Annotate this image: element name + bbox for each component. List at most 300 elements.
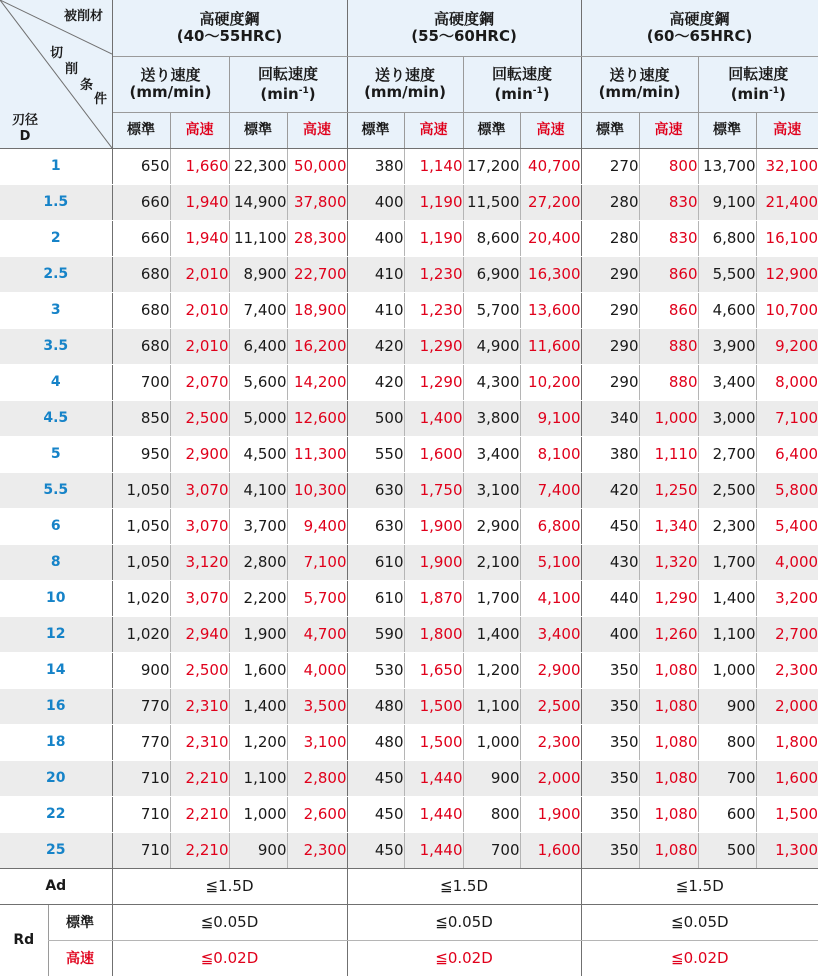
- feed-standard-cell: 590: [347, 616, 404, 652]
- diameter-cell: 25: [0, 832, 112, 868]
- group-name-1: 高硬度鋼: [199, 9, 260, 28]
- feed-high-cell: 1,080: [639, 796, 698, 832]
- rotation-high-cell: 40,700: [520, 148, 581, 184]
- rotation-standard-cell: 3,400: [698, 364, 756, 400]
- rotation-high-cell: 13,600: [520, 292, 581, 328]
- rotation-high-cell: 9,200: [756, 328, 818, 364]
- rotation-speed-unit: [699, 83, 818, 103]
- feed-high-cell: 1,440: [404, 796, 463, 832]
- feed-high-cell: 860: [639, 256, 698, 292]
- table-row: [0, 292, 818, 328]
- table-row: [0, 724, 818, 760]
- rotation-high-cell: 1,300: [756, 832, 818, 868]
- rotation-high-cell: 3,200: [756, 580, 818, 616]
- diameter-cell: 22: [0, 796, 112, 832]
- table-row: [0, 220, 818, 256]
- rotation-standard-cell: 5,000: [229, 400, 287, 436]
- rotation-standard-cell: 3,700: [229, 508, 287, 544]
- feed-high-cell: 1,660: [170, 148, 229, 184]
- rotation-standard-cell: 700: [463, 832, 520, 868]
- rotation-high-cell: 11,300: [287, 436, 347, 472]
- feed-high-cell: 2,210: [170, 760, 229, 796]
- feed-high-cell: 1,110: [639, 436, 698, 472]
- feed-standard-cell: 410: [347, 256, 404, 292]
- rotation-unit-exponent: -1: [769, 85, 780, 96]
- rotation-standard-cell: 3,400: [463, 436, 520, 472]
- diameter-cell: 3: [0, 292, 112, 328]
- feed-high-cell: 1,800: [404, 616, 463, 652]
- rotation-standard-cell: 900: [698, 688, 756, 724]
- rotation-speed-header: [229, 56, 347, 112]
- rotation-high-cell: 3,500: [287, 688, 347, 724]
- diameter-cell: 14: [0, 652, 112, 688]
- feed-standard-cell: 400: [347, 220, 404, 256]
- feed-high-cell: 1,440: [404, 832, 463, 868]
- rotation-standard-cell: 3,000: [698, 400, 756, 436]
- feed-high-cell: 2,940: [170, 616, 229, 652]
- diameter-cell: 10: [0, 580, 112, 616]
- feed-standard-cell: 280: [581, 184, 639, 220]
- group-range-2: (55～60HRC): [411, 26, 517, 45]
- feed-high-cell: 2,210: [170, 832, 229, 868]
- rotation-standard-cell: 1,100: [229, 760, 287, 796]
- feed-high-cell: 1,140: [404, 148, 463, 184]
- feed-high-cell: 1,290: [639, 580, 698, 616]
- feed-standard-cell: 1,020: [112, 580, 170, 616]
- feed-high-cell: 1,230: [404, 256, 463, 292]
- feed-high-cell: 1,900: [404, 508, 463, 544]
- feed-high-cell: 1,320: [639, 544, 698, 580]
- rotation-high-cell: 1,900: [520, 796, 581, 832]
- table-row: [0, 508, 818, 544]
- rotation-standard-cell: 800: [698, 724, 756, 760]
- mode-header-row: [0, 112, 818, 148]
- feed-high-cell: 1,250: [639, 472, 698, 508]
- feed-standard-cell: 900: [112, 652, 170, 688]
- feed-high-cell: 1,080: [639, 724, 698, 760]
- rotation-standard-cell: 1,000: [229, 796, 287, 832]
- rotation-standard-cell: 1,900: [229, 616, 287, 652]
- feed-high-cell: 1,080: [639, 760, 698, 796]
- table-row: [0, 328, 818, 364]
- feed-standard-cell: 450: [581, 508, 639, 544]
- diameter-label: [6, 113, 44, 145]
- rd-standard-value: ≦0.05D: [347, 904, 581, 940]
- feed-standard-cell: 610: [347, 544, 404, 580]
- group-name-3: 高硬度鋼: [669, 9, 730, 28]
- rotation-standard-cell: 17,200: [463, 148, 520, 184]
- feed-standard-cell: 340: [581, 400, 639, 436]
- feed-standard-cell: 350: [581, 652, 639, 688]
- feed-standard-cell: 680: [112, 256, 170, 292]
- rotation-unit-base: (min: [730, 84, 770, 103]
- feed-high-cell: 1,440: [404, 760, 463, 796]
- rotation-unit-exponent: -1: [298, 85, 309, 96]
- rotation-standard-cell: 2,700: [698, 436, 756, 472]
- rotation-standard-cell: 5,600: [229, 364, 287, 400]
- mode-high-header: 高速: [404, 112, 463, 148]
- feed-standard-cell: 400: [581, 616, 639, 652]
- rotation-high-cell: 20,400: [520, 220, 581, 256]
- group-name-2: 高硬度鋼: [434, 9, 495, 28]
- rotation-standard-cell: 800: [463, 796, 520, 832]
- feed-standard-cell: 1,050: [112, 508, 170, 544]
- rd-standard-value: ≦0.05D: [112, 904, 347, 940]
- rotation-standard-cell: 4,100: [229, 472, 287, 508]
- feed-standard-cell: 450: [347, 796, 404, 832]
- ad-value: ≦1.5D: [581, 868, 818, 904]
- feed-high-cell: 1,500: [404, 724, 463, 760]
- rotation-high-cell: 1,800: [756, 724, 818, 760]
- feed-rate-label: 送り速度: [140, 66, 201, 84]
- group-range-3: (60～65HRC): [646, 26, 753, 45]
- ad-value: ≦1.5D: [347, 868, 581, 904]
- rotation-standard-cell: 1,400: [463, 616, 520, 652]
- diameter-cell: 4.5: [0, 400, 112, 436]
- rotation-standard-cell: 5,500: [698, 256, 756, 292]
- feed-high-cell: 2,010: [170, 292, 229, 328]
- rotation-speed-unit: [464, 83, 581, 103]
- feed-high-cell: 2,900: [170, 436, 229, 472]
- feed-standard-cell: 500: [347, 400, 404, 436]
- ad-row: [0, 868, 818, 904]
- feed-standard-cell: 350: [581, 796, 639, 832]
- rotation-high-cell: 6,800: [520, 508, 581, 544]
- feed-standard-cell: 680: [112, 292, 170, 328]
- rotation-high-cell: 8,000: [756, 364, 818, 400]
- group-header-1: [112, 0, 347, 56]
- rotation-high-cell: 7,400: [520, 472, 581, 508]
- feed-standard-cell: 850: [112, 400, 170, 436]
- rotation-high-cell: 2,500: [520, 688, 581, 724]
- feed-high-cell: 1,000: [639, 400, 698, 436]
- ad-label: Ad: [0, 868, 112, 904]
- rotation-standard-cell: 14,900: [229, 184, 287, 220]
- feed-standard-cell: 710: [112, 760, 170, 796]
- feed-standard-cell: 680: [112, 328, 170, 364]
- rotation-standard-cell: 4,500: [229, 436, 287, 472]
- feed-high-cell: 880: [639, 328, 698, 364]
- rotation-high-cell: 50,000: [287, 148, 347, 184]
- feed-high-cell: 1,290: [404, 328, 463, 364]
- rotation-standard-cell: 1,200: [229, 724, 287, 760]
- table-row: [0, 796, 818, 832]
- feed-standard-cell: 480: [347, 688, 404, 724]
- rotation-high-cell: 16,100: [756, 220, 818, 256]
- feed-high-cell: 1,190: [404, 184, 463, 220]
- feed-high-cell: 1,870: [404, 580, 463, 616]
- feed-standard-cell: 770: [112, 724, 170, 760]
- rotation-standard-cell: 2,500: [698, 472, 756, 508]
- table-row: [0, 760, 818, 796]
- rotation-high-cell: 27,200: [520, 184, 581, 220]
- diameter-cell: 3.5: [0, 328, 112, 364]
- condition-char-4: 件: [94, 92, 108, 107]
- rotation-standard-cell: 3,800: [463, 400, 520, 436]
- rotation-standard-cell: 2,100: [463, 544, 520, 580]
- rotation-standard-cell: 1,200: [463, 652, 520, 688]
- feed-high-cell: 2,210: [170, 796, 229, 832]
- rotation-high-cell: 10,300: [287, 472, 347, 508]
- rotation-high-cell: 2,000: [756, 688, 818, 724]
- rd-high-row: [0, 940, 818, 976]
- group-range-1: (40～55HRC): [176, 26, 283, 45]
- rotation-standard-cell: 11,100: [229, 220, 287, 256]
- feed-standard-cell: 1,020: [112, 616, 170, 652]
- rotation-high-cell: 1,500: [756, 796, 818, 832]
- feed-standard-cell: 480: [347, 724, 404, 760]
- table-row: [0, 436, 818, 472]
- feed-high-cell: 1,900: [404, 544, 463, 580]
- rotation-high-cell: 10,700: [756, 292, 818, 328]
- diameter-cell: 18: [0, 724, 112, 760]
- diameter-cell: 1: [0, 148, 112, 184]
- rotation-unit-close: ): [308, 84, 316, 103]
- mode-standard-header: 標準: [581, 112, 639, 148]
- rotation-standard-cell: 4,600: [698, 292, 756, 328]
- rotation-standard-cell: 1,100: [698, 616, 756, 652]
- rotation-high-cell: 11,600: [520, 328, 581, 364]
- condition-char-2: 削: [65, 62, 79, 77]
- feed-high-cell: 3,120: [170, 544, 229, 580]
- feed-standard-cell: 420: [581, 472, 639, 508]
- rotation-high-cell: 12,900: [756, 256, 818, 292]
- rotation-speed-label: 回転速度: [492, 64, 553, 83]
- rotation-speed-header: [698, 56, 818, 112]
- feed-standard-cell: 630: [347, 472, 404, 508]
- rotation-standard-cell: 6,900: [463, 256, 520, 292]
- rotation-unit-close: ): [542, 84, 550, 103]
- rd-high-value: ≦0.02D: [581, 940, 818, 976]
- diameter-cell: 20: [0, 760, 112, 796]
- feed-standard-cell: 660: [112, 184, 170, 220]
- feed-high-cell: 2,500: [170, 400, 229, 436]
- rd-high-value: ≦0.02D: [347, 940, 581, 976]
- feed-high-cell: 1,940: [170, 184, 229, 220]
- feed-standard-cell: 290: [581, 256, 639, 292]
- rotation-high-cell: 4,700: [287, 616, 347, 652]
- rd-label: Rd: [13, 932, 35, 948]
- rotation-high-cell: 7,100: [756, 400, 818, 436]
- mode-high-header: 高速: [170, 112, 229, 148]
- diameter-cell: 5: [0, 436, 112, 472]
- diameter-cell: 8: [0, 544, 112, 580]
- feed-rate-unit: (mm/min): [598, 83, 681, 101]
- rotation-high-cell: 12,600: [287, 400, 347, 436]
- feed-high-cell: 3,070: [170, 508, 229, 544]
- rotation-unit-exponent: -1: [532, 85, 543, 96]
- rotation-standard-cell: 3,900: [698, 328, 756, 364]
- rotation-standard-cell: 1,700: [698, 544, 756, 580]
- diameter-label-text: 刃径: [11, 113, 38, 128]
- rotation-high-cell: 1,600: [520, 832, 581, 868]
- feed-standard-cell: 1,050: [112, 472, 170, 508]
- rotation-high-cell: 22,700: [287, 256, 347, 292]
- mode-high-header: 高速: [639, 112, 698, 148]
- diameter-cell: 6: [0, 508, 112, 544]
- rotation-high-cell: 2,700: [756, 616, 818, 652]
- material-label: 被削材: [64, 9, 104, 24]
- feed-standard-cell: 270: [581, 148, 639, 184]
- feed-high-cell: 830: [639, 184, 698, 220]
- diameter-cell: 2: [0, 220, 112, 256]
- rotation-high-cell: 4,100: [520, 580, 581, 616]
- feed-high-cell: 1,080: [639, 688, 698, 724]
- rotation-high-cell: 2,800: [287, 760, 347, 796]
- rd-standard-row: [0, 904, 818, 940]
- feed-standard-cell: 1,050: [112, 544, 170, 580]
- feed-high-cell: 2,310: [170, 724, 229, 760]
- feed-standard-cell: 440: [581, 580, 639, 616]
- rotation-standard-cell: 1,000: [463, 724, 520, 760]
- diameter-cell: 5.5: [0, 472, 112, 508]
- feed-high-cell: 830: [639, 220, 698, 256]
- rotation-high-cell: 16,300: [520, 256, 581, 292]
- rotation-high-cell: 37,800: [287, 184, 347, 220]
- rotation-standard-cell: 1,600: [229, 652, 287, 688]
- rotation-standard-cell: 13,700: [698, 148, 756, 184]
- rotation-standard-cell: 9,100: [698, 184, 756, 220]
- rotation-standard-cell: 11,500: [463, 184, 520, 220]
- condition-char-3: 条: [80, 78, 94, 93]
- rotation-unit-base: (min: [260, 84, 299, 103]
- feed-high-cell: 2,310: [170, 688, 229, 724]
- feed-rate-header: [347, 56, 463, 112]
- diameter-symbol: D: [19, 129, 31, 144]
- feed-high-cell: 1,230: [404, 292, 463, 328]
- feed-high-cell: 1,340: [639, 508, 698, 544]
- rotation-unit-close: ): [779, 84, 786, 103]
- table-row: [0, 544, 818, 580]
- diameter-cell: 2.5: [0, 256, 112, 292]
- feed-rate-header: [581, 56, 698, 112]
- rotation-standard-cell: 1,100: [463, 688, 520, 724]
- rotation-speed-unit: [230, 83, 347, 103]
- mode-standard-header: 標準: [229, 112, 287, 148]
- rotation-unit-base: (min: [494, 84, 533, 103]
- feed-standard-cell: 420: [347, 328, 404, 364]
- rotation-high-cell: 18,900: [287, 292, 347, 328]
- rotation-speed-label: 回転速度: [258, 64, 319, 83]
- feed-standard-cell: 350: [581, 832, 639, 868]
- feed-high-cell: 1,650: [404, 652, 463, 688]
- group-header-3: [581, 0, 818, 56]
- table-row: [0, 148, 818, 184]
- rotation-high-cell: 5,700: [287, 580, 347, 616]
- feed-high-cell: 880: [639, 364, 698, 400]
- rotation-high-cell: 5,800: [756, 472, 818, 508]
- feed-standard-cell: 350: [581, 760, 639, 796]
- rotation-high-cell: 4,000: [287, 652, 347, 688]
- feed-high-cell: 1,080: [639, 832, 698, 868]
- rotation-high-cell: 9,400: [287, 508, 347, 544]
- rotation-high-cell: 32,100: [756, 148, 818, 184]
- feed-standard-cell: 700: [112, 364, 170, 400]
- rotation-high-cell: 1,600: [756, 760, 818, 796]
- corner-header-cell: [0, 0, 112, 148]
- feed-standard-cell: 650: [112, 148, 170, 184]
- table-row: [0, 652, 818, 688]
- feed-standard-cell: 530: [347, 652, 404, 688]
- rotation-high-cell: 3,100: [287, 724, 347, 760]
- feed-high-cell: 2,070: [170, 364, 229, 400]
- feed-high-cell: 2,010: [170, 328, 229, 364]
- rotation-standard-cell: 2,900: [463, 508, 520, 544]
- rd-standard-label: 標準: [48, 904, 112, 940]
- mode-high-header: 高速: [520, 112, 581, 148]
- table-row: [0, 688, 818, 724]
- feed-high-cell: 2,500: [170, 652, 229, 688]
- rotation-standard-cell: 7,400: [229, 292, 287, 328]
- feed-standard-cell: 550: [347, 436, 404, 472]
- rotation-high-cell: 2,300: [756, 652, 818, 688]
- feed-high-cell: 1,940: [170, 220, 229, 256]
- feed-high-cell: 1,190: [404, 220, 463, 256]
- feed-standard-cell: 710: [112, 832, 170, 868]
- rotation-standard-cell: 1,400: [698, 580, 756, 616]
- rotation-standard-cell: 4,300: [463, 364, 520, 400]
- rotation-standard-cell: 6,800: [698, 220, 756, 256]
- rotation-high-cell: 2,300: [287, 832, 347, 868]
- table-row: [0, 184, 818, 220]
- feed-standard-cell: 280: [581, 220, 639, 256]
- table-row: [0, 364, 818, 400]
- feed-standard-cell: 350: [581, 724, 639, 760]
- rd-high-label: 高速: [48, 940, 112, 976]
- feed-high-cell: 1,600: [404, 436, 463, 472]
- rotation-high-cell: 10,200: [520, 364, 581, 400]
- mode-standard-header: 標準: [347, 112, 404, 148]
- feed-high-cell: 3,070: [170, 472, 229, 508]
- rotation-standard-cell: 600: [698, 796, 756, 832]
- rotation-high-cell: 2,000: [520, 760, 581, 796]
- rotation-high-cell: 9,100: [520, 400, 581, 436]
- feed-standard-cell: 950: [112, 436, 170, 472]
- table-row: [0, 832, 818, 868]
- mode-standard-header: 標準: [698, 112, 756, 148]
- rotation-standard-cell: 1,000: [698, 652, 756, 688]
- rotation-high-cell: 7,100: [287, 544, 347, 580]
- feed-high-cell: 3,070: [170, 580, 229, 616]
- mode-high-header: 高速: [287, 112, 347, 148]
- feed-standard-cell: 430: [581, 544, 639, 580]
- mode-standard-header: 標準: [112, 112, 170, 148]
- rotation-standard-cell: 900: [463, 760, 520, 796]
- rotation-high-cell: 8,100: [520, 436, 581, 472]
- rotation-standard-cell: 22,300: [229, 148, 287, 184]
- rotation-standard-cell: 2,800: [229, 544, 287, 580]
- feed-high-cell: 1,290: [404, 364, 463, 400]
- rotation-high-cell: 16,200: [287, 328, 347, 364]
- table-row: [0, 400, 818, 436]
- feed-rate-unit: (mm/min): [129, 83, 212, 101]
- rotation-standard-cell: 5,700: [463, 292, 520, 328]
- mode-high-header: 高速: [756, 112, 818, 148]
- feed-rate-header: [112, 56, 229, 112]
- feed-rate-label: 送り速度: [609, 66, 670, 84]
- rotation-high-cell: 2,300: [520, 724, 581, 760]
- feed-high-cell: 2,010: [170, 256, 229, 292]
- feed-standard-cell: 350: [581, 688, 639, 724]
- ad-value: ≦1.5D: [112, 868, 347, 904]
- feed-high-cell: 860: [639, 292, 698, 328]
- rotation-high-cell: 14,200: [287, 364, 347, 400]
- table-row: [0, 616, 818, 652]
- rotation-high-cell: 4,000: [756, 544, 818, 580]
- feed-high-cell: 1,080: [639, 652, 698, 688]
- rotation-high-cell: 3,400: [520, 616, 581, 652]
- rotation-standard-cell: 3,100: [463, 472, 520, 508]
